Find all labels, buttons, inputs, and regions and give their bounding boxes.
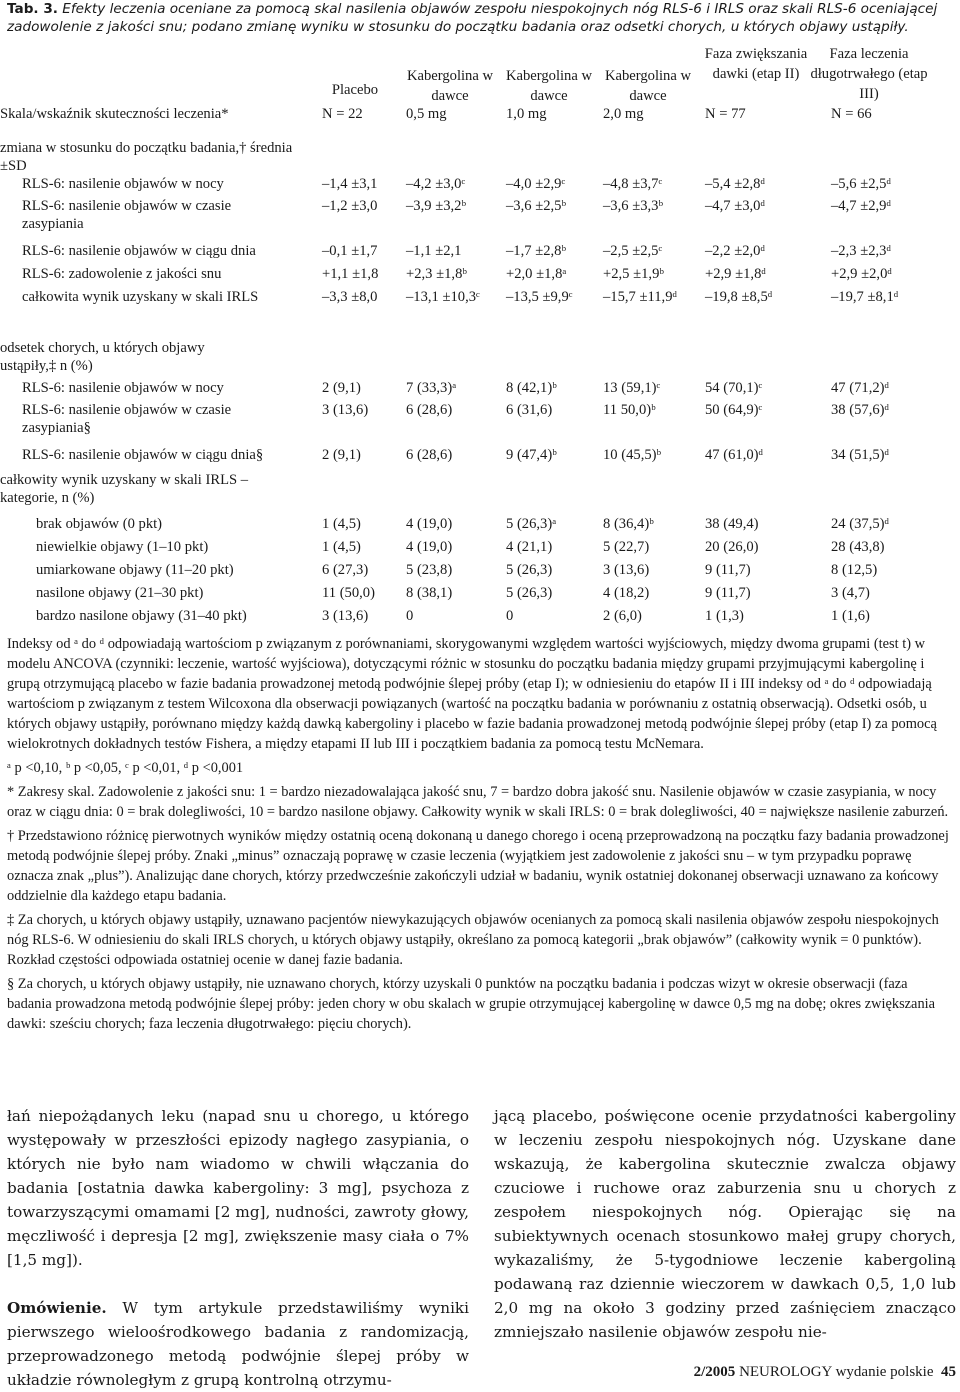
table-cell: 10 (45,5)ᵇ <box>603 447 662 463</box>
table-cell: 4 (19,0) <box>406 539 453 555</box>
footnote: § Za chorych, u których objawy ustąpiły, nie uznawano chorych, którzy uzyskali 0 punktów na początku badania i podczas wizyt w okresie obserwacji (faza badania prowadzona metodą podwójnie ślepej próby: jeden chory w obu skalach w grupie otrzymującej kabergolinę w dawce 0,5 mg na dobę; okres zwiększania dawki: sześciu chorych; faza leczenia długotrwałego: pięciu chorych). <box>7 976 936 1032</box>
page-footer <box>694 1364 956 1381</box>
table-caption <box>7 0 955 36</box>
body-text: W tym artykule przedstawiliśmy wyniki pierwszego wieloośrodkowego badania z randomizacją, przeprowadzonego metodą podwójnie ślepej próby w układzie równoległym z grupą kontrolną otrzymu- <box>7 1299 469 1389</box>
table-cell: 9 (11,7) <box>705 585 751 601</box>
row-label: niewielkie objawy (1–10 pkt) <box>36 539 209 555</box>
table-cell: 4 (19,0) <box>406 516 453 532</box>
table-cell: –2,3 ±2,3ᵈ <box>831 243 891 259</box>
table-cell: –2,5 ±2,5ᶜ <box>603 243 663 259</box>
row-label: RLS-6: nasilenie objawów w czasie zasypiania <box>22 198 232 232</box>
table-cell: 2 (9,1) <box>322 447 361 463</box>
table-cell: 47 (61,0)ᵈ <box>705 447 764 463</box>
table-cell: +2,5 ±1,9ᵇ <box>603 266 664 282</box>
table-cell: –1,4 ±3,1 <box>322 176 378 192</box>
footnote: Indeksy od ᵃ do ᵈ odpowiadają wartościom p związanym z porównaniami, skorygowanymi względem wartości wyjściowych, między dwoma grupami (test t) w modelu ANCOVA (czynniki: leczenie, wartość wyjściowa), dotyczącymi różnic w stosunku do początku badania między grupami przyjmującymi kabergolinę i grupą otrzymującą placebo w fazie badania prowadzonej metodą podwójnie ślepej próby (etap I); w odniesieniu do etapów II i III indeksy od ᵃ do ᵈ odpowiadają wartościom p związanym z testem Wilcoxona dla obserwacji powiązanych (wartość na początku badania w porównaniu z ostatnią obserwacją). Odsetki osób, u których objawy ustąpiły, porównano między każdą dawką kabergoliny i placebo w fazie badania prowadzonej metodą podwójnie ślepej próby (etap I) za pomocą wielokrotnych dokładnych testów Fishera, a między etapami II lub III i początkiem badania za pomocą testu McNemara. <box>7 636 937 752</box>
table-cell: 8 (36,4)ᵇ <box>603 516 654 532</box>
table-cell: +1,1 ±1,8 <box>322 266 379 282</box>
table-cell: +2,3 ±1,8ᵇ <box>406 266 467 282</box>
footnote: * Zakresy skal. Zadowolenie z jakości snu: 1 = bardzo niezadowalająca jakość snu, 7 = bardzo dobra jakość snu. Nasilenie objawów w czasie zasypiania, w nocy oraz w ciągu dnia: 0 = brak dolegliwości, 10 = bardzo nasilone objawy. Całkowity wynik w skali IRLS: 0 = brak dolegliwości, 40 = największe nasilenie zaburzeń. <box>7 784 949 820</box>
table-cell: 3 (13,6) <box>322 402 369 418</box>
table-cell: 3 (13,6) <box>603 562 650 578</box>
table-cell: –5,4 ±2,8ᵈ <box>705 176 765 192</box>
table-cell: –3,6 ±3,3ᵇ <box>603 198 663 214</box>
table-cell: 47 (71,2)ᵈ <box>831 380 890 396</box>
table-cell: 28 (43,8) <box>831 539 885 555</box>
table-cell: 3 (13,6) <box>322 608 369 624</box>
section-title: odsetek chorych, u których objawy ustąpiły,‡ n (%) <box>0 340 205 374</box>
page-number: 45 <box>941 1364 956 1380</box>
table-cell: +2,9 ±1,8ᵈ <box>705 266 766 282</box>
table-cell: –4,2 ±3,0ᶜ <box>406 176 466 192</box>
table-cell: 2 (9,1) <box>322 380 361 396</box>
table-cell: –4,0 ±2,9ᶜ <box>506 176 566 192</box>
table-cell: –1,1 ±2,1 <box>406 243 462 259</box>
column-subheader: 2,0 mg <box>603 106 644 122</box>
table-cell: +2,9 ±2,0ᵈ <box>831 266 892 282</box>
table-cell: 54 (70,1)ᶜ <box>705 380 763 396</box>
column-header: Faza zwiększania dawki (etap II) <box>704 46 808 82</box>
body-paragraph: jącą placebo, poświęcone ocenie przydatności kabergoliny w leczeniu zespołu niespokojnych nóg. Uzyskane dane wskazują, że kabergolina skutecznie zwalcza objawy czuciowe i ruchowe oraz zaburzenia snu u chorych z zespołem niespokojnych nóg. Opierając się na subiektywnych ocenach stosunkowo małej grupy chorych, wykazaliśmy, że 5-tygodniowe leczenie kabergoliną podawaną raz dziennie wieczorem w dawkach 0,5, 1,0 lub 2,0 mg na około 3 godziny przed zaśnięciem znacząco zmniejszało nasilenie objawów zespołu nie- <box>494 1107 956 1341</box>
table-cell: –1,2 ±3,0 <box>322 198 378 214</box>
section-title: zmiana w stosunku do początku badania,† średnia ±SD <box>0 140 293 174</box>
row-label: nasilone objawy (21–30 pkt) <box>36 585 204 601</box>
table-cell: 11 50,0)ᵇ <box>603 402 656 418</box>
table-cell: –15,7 ±11,9ᵈ <box>603 289 678 305</box>
table-cell: –13,5 ±9,9ᶜ <box>506 289 573 305</box>
table-cell: 3 (4,7) <box>831 585 870 601</box>
body-paragraph: łań niepożądanych leku (napad snu u chorego, u którego występowały w przeszłości epizody nagłego zasypiania, o których nie było nam wiadomo w chwili włączania do badania [ostatnia dawka kabergoliny: 3 mg], psychoza z towarzyszącymi omamami [2 mg], nudności, zawroty głowy, męczliwość i depresja [2 mg], zwiększenie masy ciała o 7% [1,5 mg]). <box>7 1107 469 1269</box>
table-cell: –13,1 ±10,3ᶜ <box>406 289 480 305</box>
table-cell: 0 <box>406 608 414 624</box>
caption-label: Tab. 3. <box>7 1 58 17</box>
footnote: ‡ Za chorych, u których objawy ustąpiły, uznawano pacjentów niewykazujących objawów ocenianych za pomocą skali nasilenia objawów zespołu niespokojnych nóg RLS-6. W odniesieniu do skali IRLS chorych, u których objawy ustąpiły, określano za pomocą kategorii „brak objawów” (całkowity wynik = 0 punktów). Rozkład częstości odpowiada ostatniej ocenie w danej fazie badania. <box>7 912 939 968</box>
table-cell: 8 (38,1) <box>406 585 453 601</box>
issue-number: 2/2005 <box>693 1364 736 1380</box>
table-cell: 20 (26,0) <box>705 539 759 555</box>
table-cell: 5 (26,3) <box>506 562 553 578</box>
row-label: RLS-6: nasilenie objawów w ciągu dnia§ <box>22 447 264 463</box>
table-cell: 1 (4,5) <box>322 516 361 532</box>
column-subheader: 1,0 mg <box>506 106 547 122</box>
table-cell: 50 (64,9)ᶜ <box>705 402 763 418</box>
table-cell: 4 (18,2) <box>603 585 650 601</box>
table-cell: –3,9 ±3,2ᵇ <box>406 198 466 214</box>
column-subheader: N = 66 <box>831 106 872 122</box>
table-cell: –2,2 ±2,0ᵈ <box>705 243 765 259</box>
table-footnotes <box>7 634 955 1034</box>
column-subheader: 0,5 mg <box>406 106 447 122</box>
table-cell: 38 (49,4) <box>705 516 759 532</box>
table-cell: 1 (1,3) <box>705 608 744 624</box>
journal-name: NEUROLOGY <box>739 1364 832 1380</box>
table-cell: +2,0 ±1,8ᵃ <box>506 266 567 282</box>
table-cell: 0 <box>506 608 514 624</box>
table-cell: 2 (6,0) <box>603 608 642 624</box>
table-cell: 5 (22,7) <box>603 539 650 555</box>
table-cell: –1,7 ±2,8ᵇ <box>506 243 566 259</box>
table-cell: 1 (4,5) <box>322 539 361 555</box>
table-cell: 24 (37,5)ᵈ <box>831 516 890 532</box>
section-title: całkowity wynik uzyskany w skali IRLS – kategorie, n (%) <box>0 472 249 506</box>
table-cell: –19,7 ±8,1ᵈ <box>831 289 899 305</box>
table-cell: 9 (47,4)ᵇ <box>506 447 557 463</box>
table-cell: 8 (12,5) <box>831 562 878 578</box>
table-cell: 6 (31,6) <box>506 402 553 418</box>
row-label: RLS-6: nasilenie objawów w czasie zasypiania§ <box>22 402 232 436</box>
footnote: † Przedstawiono różnicę pierwotnych wyników między ostatnią oceną dokonaną u danego chorego i oceną przeprowadzoną na początku fazy badania prowadzonej metodą podwójnie ślepej próby. Znaki „minus” oznaczają poprawę w czasie leczenia (wyjątkiem jest zadowolenie z jakości snu – w tym przypadku poprawę oznacza znak „plus”). Analizując dane chorych, którzy przedwcześnie zakończyli udział w badaniu, wynik ostatniej dokonanej obserwacji uznawano za końcowy oddzielnie dla każdego etapu badania. <box>7 828 949 904</box>
table-cell: 5 (26,3) <box>506 585 553 601</box>
table-cell: 5 (26,3)ᵃ <box>506 516 557 532</box>
column-subheader: N = 77 <box>705 106 746 122</box>
table-cell: 1 (1,6) <box>831 608 870 624</box>
table-cell: 34 (51,5)ᵈ <box>831 447 890 463</box>
table-cell: 9 (11,7) <box>705 562 751 578</box>
column-header: Placebo <box>331 82 379 98</box>
table-cell: 38 (57,6)ᵈ <box>831 402 890 418</box>
column-subheader: N = 22 <box>322 106 363 122</box>
row-label: RLS-6: zadowolenie z jakości snu <box>22 266 222 282</box>
table-cell: 4 (21,1) <box>506 539 553 555</box>
row-label: RLS-6: nasilenie objawów w nocy <box>22 176 224 192</box>
table-cell: 11 (50,0) <box>322 585 375 601</box>
row-label: brak objawów (0 pkt) <box>36 516 163 532</box>
row-header-label: Skala/wskaźnik skuteczności leczenia* <box>0 106 229 122</box>
column-header: Kabergolina w dawce <box>505 68 593 104</box>
table-cell: 6 (28,6) <box>406 447 453 463</box>
table-cell: 7 (33,3)ᵃ <box>406 380 457 396</box>
table-cell: 5 (23,8) <box>406 562 453 578</box>
body-column-left <box>7 1104 469 1392</box>
table-cell: –19,8 ±8,5ᵈ <box>705 289 773 305</box>
row-label: RLS-6: nasilenie objawów w ciągu dnia <box>22 243 256 259</box>
table-cell: –0,1 ±1,7 <box>322 243 378 259</box>
results-table <box>0 44 960 629</box>
column-header: Kabergolina w dawce <box>604 68 692 104</box>
table-cell: 13 (59,1)ᶜ <box>603 380 661 396</box>
row-label: bardzo nasilone objawy (31–40 pkt) <box>36 608 247 624</box>
table-cell: –4,8 ±3,7ᶜ <box>603 176 663 192</box>
table-cell: –3,3 ±8,0 <box>322 289 378 305</box>
table-cell: –5,6 ±2,5ᵈ <box>831 176 891 192</box>
column-header: Kabergolina w dawce <box>406 68 494 104</box>
table-cell: 8 (42,1)ᵇ <box>506 380 557 396</box>
column-header: Faza leczenia długotrwałego (etap III) <box>810 46 928 102</box>
body-column-right <box>494 1104 956 1344</box>
table-cell: 6 (27,3) <box>322 562 369 578</box>
table-cell: –4,7 ±3,0ᵈ <box>705 198 765 214</box>
body-paragraph <box>7 1296 469 1392</box>
row-label: umiarkowane objawy (11–20 pkt) <box>36 562 234 578</box>
table-cell: –3,6 ±2,5ᵇ <box>506 198 566 214</box>
section-heading: Omówienie. <box>7 1299 107 1317</box>
footnote: ᵃ p <0,10, ᵇ p <0,05, ᶜ p <0,01, ᵈ p <0,001 <box>7 760 244 776</box>
row-label: RLS-6: nasilenie objawów w nocy <box>22 380 224 396</box>
caption-text: Efekty leczenia oceniane za pomocą skal nasilenia objawów zespołu niespokojnych nóg RLS-6 i IRLS oraz skali RLS-6 oceniającej zadowolenie z jakości snu; podano zmianę wyniku w stosunku do początku badania oraz odsetki chorych, u których objawy ustąpiły. <box>7 1 938 35</box>
row-label: całkowita wynik uzyskany w skali IRLS <box>22 289 259 305</box>
table-cell: –4,7 ±2,9ᵈ <box>831 198 891 214</box>
table-cell: 6 (28,6) <box>406 402 453 418</box>
edition-label: wydanie polskie <box>835 1364 934 1380</box>
